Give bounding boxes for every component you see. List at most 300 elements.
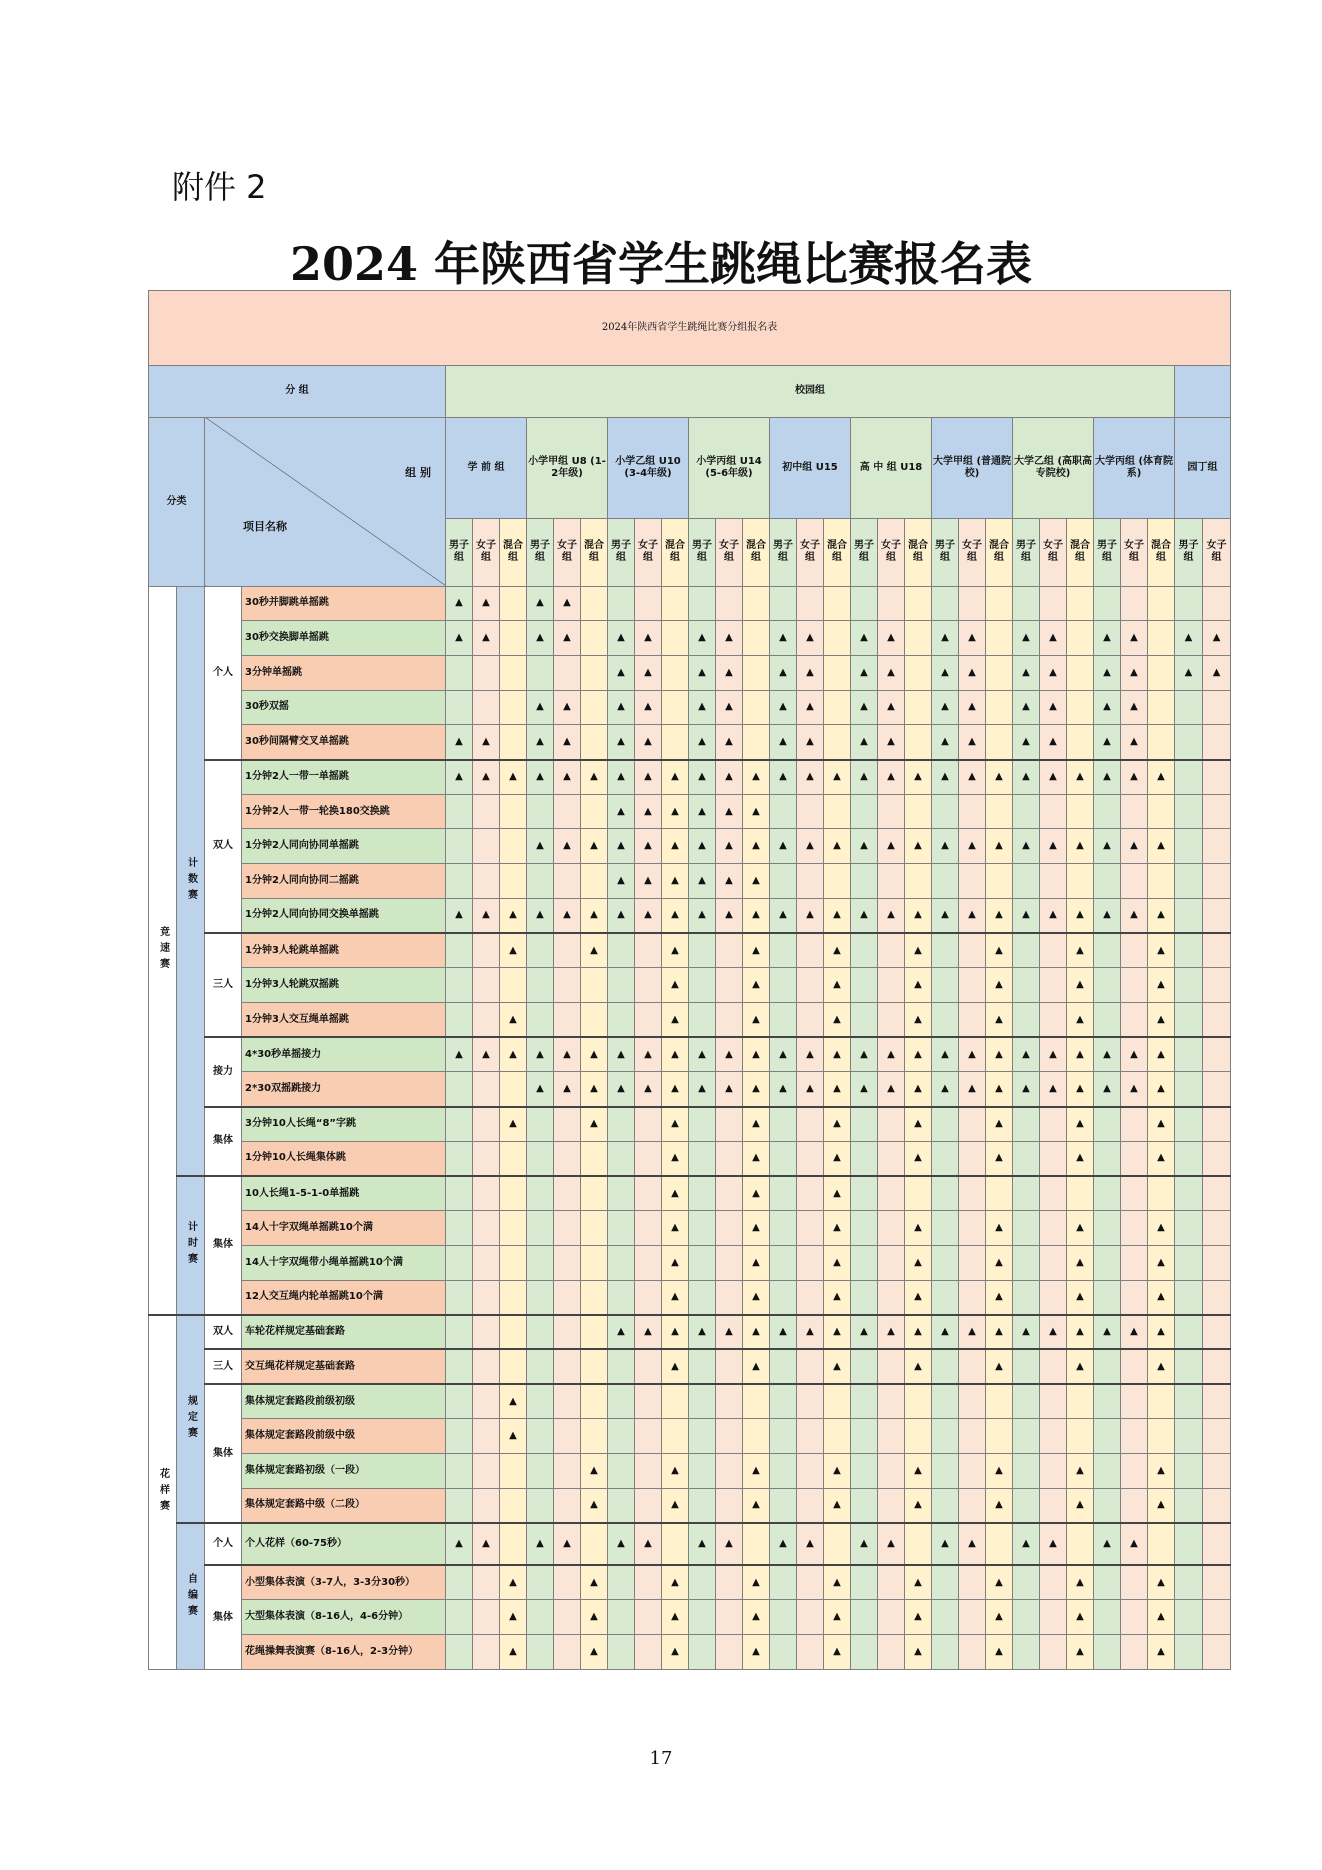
mark-cell <box>473 968 500 1003</box>
mark-cell: ▲ <box>986 1245 1013 1280</box>
header-item-name: 项目名称 <box>243 520 287 534</box>
mark-cell <box>1203 968 1231 1003</box>
group-header: 小学乙组 U10 (3-4年级) <box>608 417 689 518</box>
mark-cell: ▲ <box>446 760 473 795</box>
mark-cell: ▲ <box>905 1454 932 1489</box>
mark-cell: ▲ <box>932 829 959 864</box>
mark-cell <box>716 1635 743 1670</box>
mark-cell: ▲ <box>743 1635 770 1670</box>
gender-header: 男子组 <box>527 518 554 586</box>
mark-cell: ▲ <box>1094 760 1121 795</box>
mark-cell <box>473 690 500 725</box>
mark-cell: ▲ <box>905 1002 932 1037</box>
item-name: 大型集体表演（8-16人，4-6分钟） <box>242 1600 446 1635</box>
mark-cell <box>1121 1107 1148 1142</box>
gender-header: 女子组 <box>1040 518 1067 586</box>
mark-cell: ▲ <box>959 1072 986 1107</box>
mark-cell <box>581 1176 608 1211</box>
mark-cell: ▲ <box>770 1523 797 1565</box>
mark-cell <box>986 621 1013 656</box>
mark-cell: ▲ <box>743 1454 770 1489</box>
mark-cell: ▲ <box>662 1107 689 1142</box>
mark-cell <box>635 933 662 968</box>
mark-cell: ▲ <box>527 1072 554 1107</box>
mark-cell <box>959 1488 986 1523</box>
mark-cell <box>554 968 581 1003</box>
mark-cell <box>581 1245 608 1280</box>
mark-cell: ▲ <box>1148 1141 1175 1176</box>
mark-cell <box>851 1419 878 1454</box>
gender-header: 混合组 <box>581 518 608 586</box>
type-geren: 个人 <box>205 1523 242 1565</box>
mark-cell: ▲ <box>554 1072 581 1107</box>
mark-cell <box>1203 1523 1231 1565</box>
mark-cell <box>770 794 797 829</box>
mark-cell <box>851 1600 878 1635</box>
mark-cell <box>716 968 743 1003</box>
mark-cell: ▲ <box>824 760 851 795</box>
mark-cell <box>446 1072 473 1107</box>
item-name: 30秒间隔臂交叉单摇跳 <box>242 725 446 760</box>
mark-cell <box>851 1211 878 1246</box>
mark-cell <box>500 1523 527 1565</box>
item-name: 1分钟3人轮跳双摇跳 <box>242 968 446 1003</box>
mark-cell <box>527 1384 554 1419</box>
mark-cell <box>1121 864 1148 899</box>
mark-cell <box>770 933 797 968</box>
mark-cell <box>473 1565 500 1600</box>
item-name: 集体规定套路段前级中级 <box>242 1419 446 1454</box>
gender-header: 女子组 <box>959 518 986 586</box>
mark-cell <box>446 1315 473 1350</box>
mark-cell: ▲ <box>1121 829 1148 864</box>
mark-cell <box>959 1245 986 1280</box>
mark-cell <box>689 1349 716 1384</box>
mark-cell <box>473 1419 500 1454</box>
mark-cell <box>1013 1488 1040 1523</box>
mark-cell: ▲ <box>581 1488 608 1523</box>
mark-cell: ▲ <box>1148 1002 1175 1037</box>
header-fenzu: 分 组 <box>149 366 446 418</box>
item-name: 小型集体表演（3-7人，3-3分30秒） <box>242 1565 446 1600</box>
mark-cell <box>1040 1002 1067 1037</box>
mark-cell: ▲ <box>770 725 797 760</box>
mark-cell: ▲ <box>770 690 797 725</box>
mark-cell: ▲ <box>446 1523 473 1565</box>
mark-cell <box>905 690 932 725</box>
mark-cell <box>932 1349 959 1384</box>
mark-cell <box>635 1211 662 1246</box>
mark-cell <box>716 1211 743 1246</box>
mark-cell: ▲ <box>1040 760 1067 795</box>
mark-cell <box>905 655 932 690</box>
mark-cell: ▲ <box>662 968 689 1003</box>
mark-cell <box>1203 690 1231 725</box>
type-jiti: 集体 <box>205 1176 242 1315</box>
mark-cell: ▲ <box>1013 725 1040 760</box>
table-row <box>149 1488 1231 1523</box>
item-name: 交互绳花样规定基础套路 <box>242 1349 446 1384</box>
gender-header: 男子组 <box>932 518 959 586</box>
mark-cell <box>959 933 986 968</box>
mark-cell: ▲ <box>743 1072 770 1107</box>
mark-cell <box>1175 1245 1203 1280</box>
item-name: 4*30秒单摇接力 <box>242 1037 446 1072</box>
mark-cell <box>473 1488 500 1523</box>
mark-cell: ▲ <box>1094 725 1121 760</box>
mark-cell <box>608 1245 635 1280</box>
mark-cell <box>689 1384 716 1419</box>
mark-cell: ▲ <box>851 690 878 725</box>
mark-cell <box>743 725 770 760</box>
mark-cell <box>554 1315 581 1350</box>
mark-cell <box>473 1454 500 1489</box>
mark-cell: ▲ <box>743 794 770 829</box>
mark-cell: ▲ <box>662 1488 689 1523</box>
mark-cell: ▲ <box>932 1037 959 1072</box>
mark-cell <box>1148 1419 1175 1454</box>
table-row <box>149 1002 1231 1037</box>
mark-cell: ▲ <box>851 1072 878 1107</box>
mark-cell: ▲ <box>608 760 635 795</box>
gender-header: 男子组 <box>770 518 797 586</box>
mark-cell: ▲ <box>689 1072 716 1107</box>
mark-cell: ▲ <box>824 1600 851 1635</box>
mark-cell: ▲ <box>1094 1315 1121 1350</box>
mark-cell <box>932 968 959 1003</box>
mark-cell <box>608 1280 635 1315</box>
mark-cell <box>770 1600 797 1635</box>
mark-cell: ▲ <box>1067 1454 1094 1489</box>
mark-cell: ▲ <box>1067 1141 1094 1176</box>
mark-cell: ▲ <box>1067 1002 1094 1037</box>
item-name: 3分钟10人长绳“8”字跳 <box>242 1107 446 1142</box>
group-header: 大学丙组 (体育院系) <box>1094 417 1175 518</box>
mark-cell: ▲ <box>527 586 554 621</box>
mark-cell <box>473 794 500 829</box>
mark-cell: ▲ <box>959 725 986 760</box>
mark-cell: ▲ <box>527 829 554 864</box>
mark-cell <box>554 1349 581 1384</box>
mark-cell <box>527 655 554 690</box>
mark-cell: ▲ <box>743 1349 770 1384</box>
mark-cell <box>1094 864 1121 899</box>
mark-cell <box>554 1141 581 1176</box>
mark-cell: ▲ <box>581 898 608 933</box>
mark-cell <box>689 1141 716 1176</box>
gender-header: 女子组 <box>554 518 581 586</box>
mark-cell <box>716 1600 743 1635</box>
mark-cell <box>1067 725 1094 760</box>
mark-cell: ▲ <box>1067 968 1094 1003</box>
mark-cell <box>662 1523 689 1565</box>
mark-cell <box>824 690 851 725</box>
mark-cell <box>743 1523 770 1565</box>
mark-cell: ▲ <box>1067 1600 1094 1635</box>
mark-cell <box>608 1107 635 1142</box>
mark-cell <box>851 1565 878 1600</box>
group-header: 大学乙组 (高职高专院校) <box>1013 417 1094 518</box>
mark-cell <box>635 1280 662 1315</box>
mark-cell <box>1175 1384 1203 1419</box>
mark-cell: ▲ <box>797 1523 824 1565</box>
mark-cell: ▲ <box>797 898 824 933</box>
mark-cell: ▲ <box>824 1176 851 1211</box>
subcategory-jishi: 计时赛 <box>177 1176 205 1315</box>
mark-cell: ▲ <box>635 898 662 933</box>
mark-cell: ▲ <box>635 690 662 725</box>
mark-cell <box>581 794 608 829</box>
mark-cell <box>527 1141 554 1176</box>
mark-cell <box>527 968 554 1003</box>
mark-cell <box>824 586 851 621</box>
mark-cell <box>635 1141 662 1176</box>
mark-cell <box>473 1176 500 1211</box>
category-jingsu: 竞速赛 <box>149 586 177 1315</box>
mark-cell: ▲ <box>905 760 932 795</box>
item-name: 30秒交换脚单摇跳 <box>242 621 446 656</box>
mark-cell <box>635 1107 662 1142</box>
mark-cell: ▲ <box>635 1037 662 1072</box>
mark-cell: ▲ <box>662 1280 689 1315</box>
mark-cell <box>608 1454 635 1489</box>
mark-cell: ▲ <box>473 1523 500 1565</box>
mark-cell <box>527 1488 554 1523</box>
mark-cell: ▲ <box>716 1315 743 1350</box>
mark-cell <box>959 864 986 899</box>
mark-cell: ▲ <box>743 1488 770 1523</box>
mark-cell: ▲ <box>1013 690 1040 725</box>
mark-cell <box>986 864 1013 899</box>
mark-cell <box>932 1384 959 1419</box>
mark-cell <box>905 621 932 656</box>
mark-cell <box>554 933 581 968</box>
mark-cell <box>878 1488 905 1523</box>
mark-cell <box>554 1002 581 1037</box>
mark-cell <box>554 1176 581 1211</box>
mark-cell: ▲ <box>824 1002 851 1037</box>
mark-cell <box>824 1523 851 1565</box>
mark-cell <box>743 586 770 621</box>
mark-cell: ▲ <box>986 1349 1013 1384</box>
group-header: 大学甲组 (普通院校) <box>932 417 1013 518</box>
item-name: 2*30双摇跳接力 <box>242 1072 446 1107</box>
mark-cell <box>1175 690 1203 725</box>
mark-cell <box>635 1384 662 1419</box>
mark-cell <box>1175 1565 1203 1600</box>
mark-cell <box>473 1245 500 1280</box>
mark-cell: ▲ <box>662 794 689 829</box>
mark-cell: ▲ <box>986 829 1013 864</box>
mark-cell <box>554 1635 581 1670</box>
mark-cell: ▲ <box>689 690 716 725</box>
mark-cell: ▲ <box>1013 898 1040 933</box>
mark-cell <box>716 1245 743 1280</box>
table-row <box>149 1419 1231 1454</box>
mark-cell <box>608 586 635 621</box>
type-shuangren: 双人 <box>205 760 242 934</box>
mark-cell <box>1094 1107 1121 1142</box>
mark-cell: ▲ <box>527 725 554 760</box>
gender-header: 女子组 <box>1203 518 1231 586</box>
mark-cell <box>1040 933 1067 968</box>
mark-cell: ▲ <box>1040 1037 1067 1072</box>
mark-cell <box>797 1635 824 1670</box>
mark-cell <box>959 1349 986 1384</box>
mark-cell <box>716 1384 743 1419</box>
mark-cell: ▲ <box>581 1037 608 1072</box>
mark-cell: ▲ <box>986 1141 1013 1176</box>
type-jiti: 集体 <box>205 1384 242 1523</box>
mark-cell <box>527 794 554 829</box>
mark-cell <box>581 1002 608 1037</box>
item-name: 车轮花样规定基础套路 <box>242 1315 446 1350</box>
mark-cell <box>905 586 932 621</box>
mark-cell <box>878 1349 905 1384</box>
mark-cell: ▲ <box>1013 760 1040 795</box>
mark-cell <box>1203 1037 1231 1072</box>
mark-cell: ▲ <box>905 933 932 968</box>
mark-cell <box>446 1107 473 1142</box>
mark-cell: ▲ <box>851 829 878 864</box>
mark-cell <box>527 1280 554 1315</box>
mark-cell <box>932 1600 959 1635</box>
mark-cell <box>716 1141 743 1176</box>
mark-cell <box>554 1384 581 1419</box>
mark-cell <box>635 1635 662 1670</box>
mark-cell <box>473 829 500 864</box>
mark-cell: ▲ <box>1094 1523 1121 1565</box>
mark-cell <box>1121 1454 1148 1489</box>
mark-cell: ▲ <box>1067 829 1094 864</box>
mark-cell: ▲ <box>608 1072 635 1107</box>
mark-cell <box>689 1635 716 1670</box>
mark-cell <box>986 794 1013 829</box>
mark-cell: ▲ <box>1148 1211 1175 1246</box>
mark-cell <box>581 1141 608 1176</box>
mark-cell <box>1203 898 1231 933</box>
mark-cell <box>1175 1141 1203 1176</box>
mark-cell <box>1067 864 1094 899</box>
mark-cell: ▲ <box>554 760 581 795</box>
mark-cell <box>500 1245 527 1280</box>
mark-cell: ▲ <box>743 760 770 795</box>
mark-cell <box>581 1280 608 1315</box>
mark-cell <box>689 1419 716 1454</box>
mark-cell <box>1175 1211 1203 1246</box>
mark-cell: ▲ <box>662 760 689 795</box>
mark-cell <box>1203 1488 1231 1523</box>
mark-cell <box>716 1419 743 1454</box>
mark-cell <box>1175 1176 1203 1211</box>
mark-cell <box>689 1280 716 1315</box>
mark-cell: ▲ <box>689 725 716 760</box>
mark-cell <box>878 1280 905 1315</box>
mark-cell <box>905 1523 932 1565</box>
mark-cell <box>1121 1349 1148 1384</box>
table-row <box>149 933 1231 968</box>
mark-cell <box>1121 1600 1148 1635</box>
mark-cell: ▲ <box>1148 1600 1175 1635</box>
mark-cell <box>1203 1245 1231 1280</box>
mark-cell <box>1094 1384 1121 1419</box>
mark-cell <box>1203 933 1231 968</box>
mark-cell: ▲ <box>932 690 959 725</box>
mark-cell: ▲ <box>1121 1523 1148 1565</box>
mark-cell <box>878 933 905 968</box>
mark-cell: ▲ <box>608 1037 635 1072</box>
mark-cell: ▲ <box>608 655 635 690</box>
mark-cell <box>716 1176 743 1211</box>
table-row <box>149 1523 1231 1565</box>
mark-cell: ▲ <box>554 898 581 933</box>
mark-cell <box>824 725 851 760</box>
mark-cell <box>1013 1211 1040 1246</box>
group-header: 小学甲组 U8 (1-2年级) <box>527 417 608 518</box>
mark-cell <box>1013 1107 1040 1142</box>
mark-cell: ▲ <box>689 864 716 899</box>
mark-cell: ▲ <box>905 1635 932 1670</box>
mark-cell <box>689 968 716 1003</box>
mark-cell <box>770 1141 797 1176</box>
mark-cell: ▲ <box>824 1037 851 1072</box>
mark-cell <box>797 1245 824 1280</box>
mark-cell: ▲ <box>986 898 1013 933</box>
mark-cell <box>527 1600 554 1635</box>
mark-cell <box>986 725 1013 760</box>
mark-cell <box>1094 1600 1121 1635</box>
mark-cell <box>959 1107 986 1142</box>
mark-cell <box>1094 1211 1121 1246</box>
mark-cell: ▲ <box>905 829 932 864</box>
mark-cell: ▲ <box>527 1037 554 1072</box>
mark-cell <box>1121 1141 1148 1176</box>
mark-cell <box>1121 1635 1148 1670</box>
mark-cell <box>1067 621 1094 656</box>
mark-cell: ▲ <box>905 968 932 1003</box>
mark-cell: ▲ <box>446 898 473 933</box>
mark-cell: ▲ <box>851 1523 878 1565</box>
mark-cell <box>527 864 554 899</box>
mark-cell <box>932 794 959 829</box>
mark-cell <box>959 1419 986 1454</box>
mark-cell: ▲ <box>1040 621 1067 656</box>
mark-cell: ▲ <box>743 1037 770 1072</box>
mark-cell <box>959 1600 986 1635</box>
item-name: 1分钟2人一带一单摇跳 <box>242 760 446 795</box>
mark-cell: ▲ <box>905 1037 932 1072</box>
mark-cell <box>608 1600 635 1635</box>
mark-cell <box>1148 794 1175 829</box>
mark-cell: ▲ <box>662 1349 689 1384</box>
mark-cell <box>446 690 473 725</box>
gender-header: 女子组 <box>797 518 824 586</box>
mark-cell: ▲ <box>1067 1072 1094 1107</box>
mark-cell: ▲ <box>1067 933 1094 968</box>
mark-cell <box>1040 586 1067 621</box>
mark-cell <box>446 1176 473 1211</box>
mark-cell <box>689 1454 716 1489</box>
table-row <box>149 1384 1231 1419</box>
table-row <box>149 760 1231 795</box>
mark-cell <box>797 1211 824 1246</box>
mark-cell <box>1013 1002 1040 1037</box>
mark-cell: ▲ <box>1148 1245 1175 1280</box>
mark-cell <box>959 1454 986 1489</box>
mark-cell <box>473 1002 500 1037</box>
mark-cell: ▲ <box>905 1488 932 1523</box>
mark-cell: ▲ <box>1013 655 1040 690</box>
